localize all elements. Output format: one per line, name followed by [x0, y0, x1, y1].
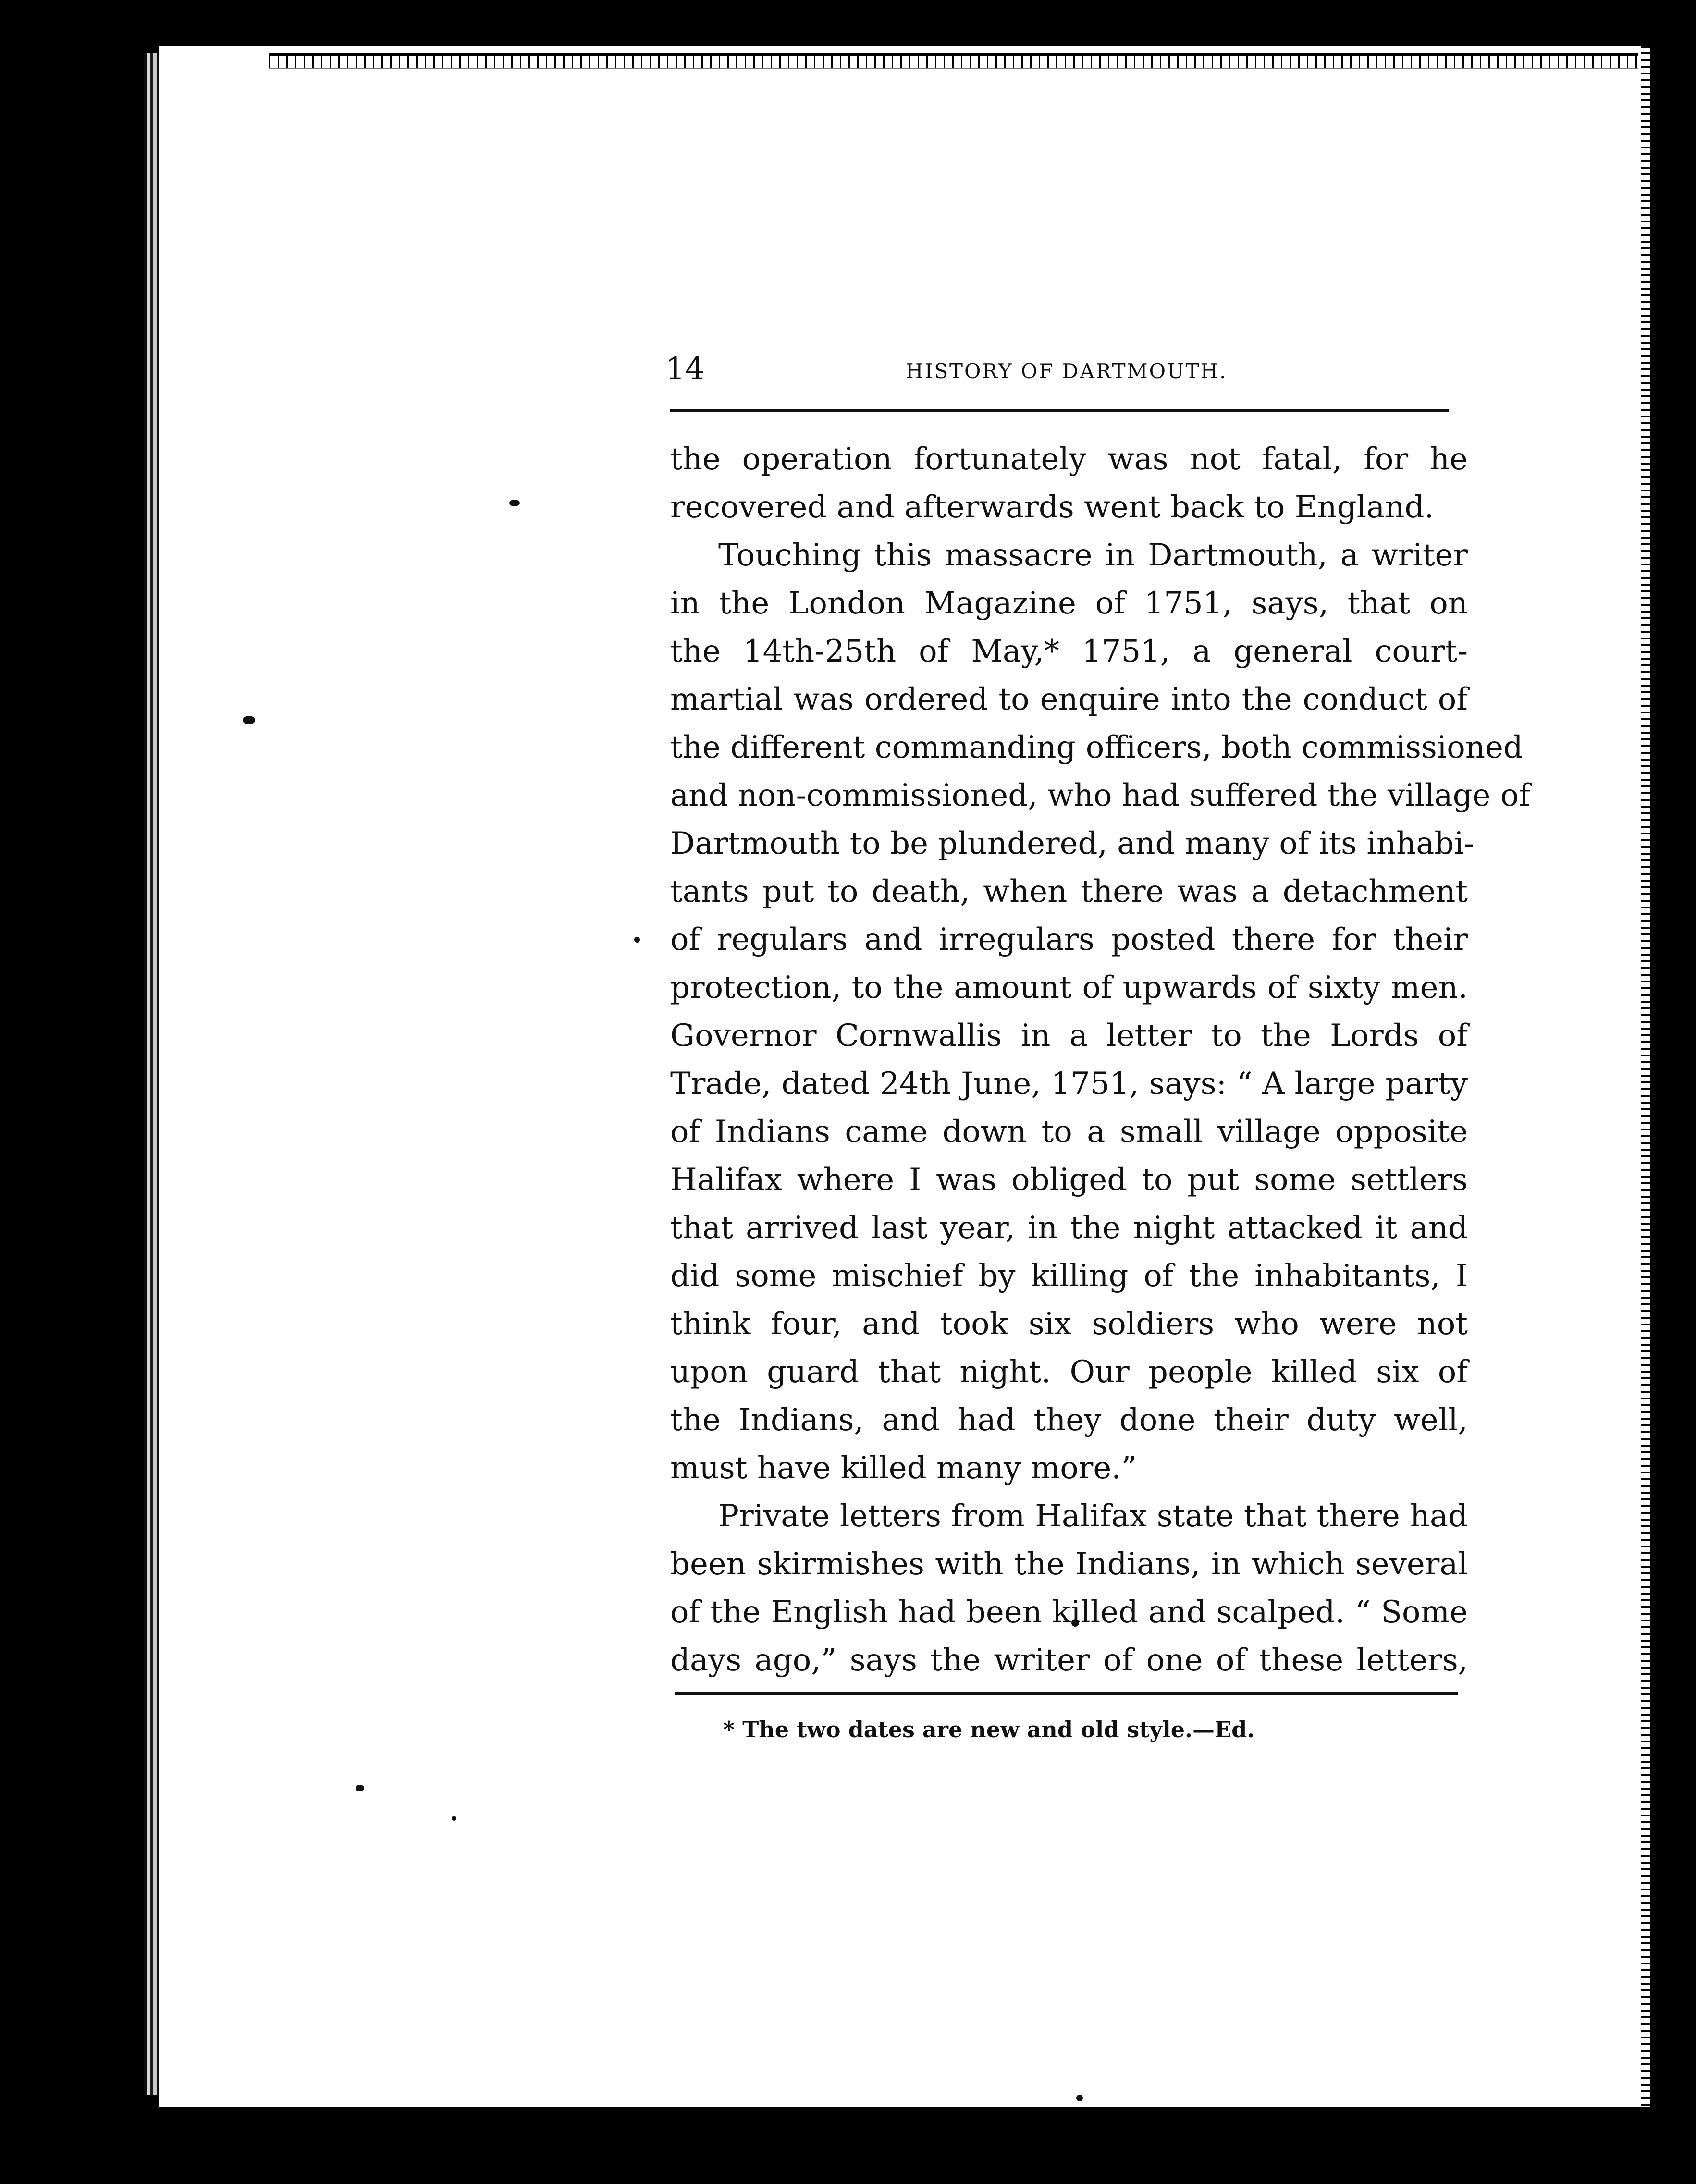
ink-speck: [1076, 2095, 1083, 2101]
text-line: think four, and took six soldiers who were not: [670, 1306, 1468, 1342]
text-line: martial was ordered to enquire into the conduct of: [670, 682, 1468, 717]
text-line: Halifax where I was obliged to put some settlers: [670, 1162, 1468, 1198]
text-line: been skirmishes with the Indians, in which several: [670, 1546, 1468, 1582]
text-line: of Indians came down to a small village opposite: [670, 1114, 1468, 1150]
text-line: recovered and afterwards went back to England.: [670, 490, 1434, 525]
text-line: must have killed many more.”: [670, 1450, 1137, 1486]
footnote-rule: [675, 1692, 1458, 1695]
ink-speck: [509, 500, 520, 506]
text-line: of the English had been killed and scalped. “ Some: [670, 1595, 1468, 1630]
page-top-edge: [269, 53, 1638, 69]
ink-speck: [452, 1816, 456, 1821]
text-line: Private letters from Halifax state that there had: [718, 1498, 1468, 1534]
ink-speck: [634, 937, 640, 943]
text-line: Governor Cornwallis in a letter to the Lords of: [670, 1018, 1468, 1054]
text-line: the 14th-25th of May,* 1751, a general court-: [670, 634, 1468, 669]
text-line: tants put to death, when there was a detachment: [670, 874, 1468, 909]
text-line: that arrived last year, in the night attacked it and: [670, 1210, 1468, 1246]
ink-speck: [243, 716, 255, 724]
text-line: Touching this massacre in Dartmouth, a writer: [718, 538, 1468, 573]
text-line: protection, to the amount of upwards of sixty men.: [670, 970, 1468, 1006]
footnote: * The two dates are new and old style.—Ed.: [723, 1717, 1255, 1742]
text-line: in the London Magazine of 1751, says, that on: [670, 586, 1468, 621]
page-right-edge: [1641, 46, 1650, 2107]
text-line: did some mischief by killing of the inhabitants, I: [670, 1258, 1468, 1294]
text-line: the operation fortunately was not fatal, for he: [670, 442, 1468, 477]
text-line: days ago,” says the writer of one of these letters,: [670, 1643, 1468, 1678]
text-line: upon guard that night. Our people killed six of: [670, 1354, 1468, 1390]
text-line: the different commanding officers, both commissioned: [670, 730, 1523, 765]
text-line: the Indians, and had they done their duty well,: [670, 1402, 1468, 1438]
body-text: [670, 435, 1530, 1684]
text-line: of regulars and irregulars posted there for their: [670, 922, 1468, 957]
text-line: Dartmouth to be plundered, and many of its inhabi-: [670, 826, 1475, 861]
text-line: and non-commissioned, who had suffered the village of: [670, 778, 1530, 813]
text-line: Trade, dated 24th June, 1751, says: “ A large party: [670, 1066, 1468, 1102]
page-header: [665, 350, 1463, 388]
running-head: HISTORY OF DARTMOUTH.: [906, 359, 1228, 383]
ink-speck: [356, 1785, 364, 1791]
header-rule: [670, 409, 1449, 412]
page-number: 14: [665, 351, 705, 387]
